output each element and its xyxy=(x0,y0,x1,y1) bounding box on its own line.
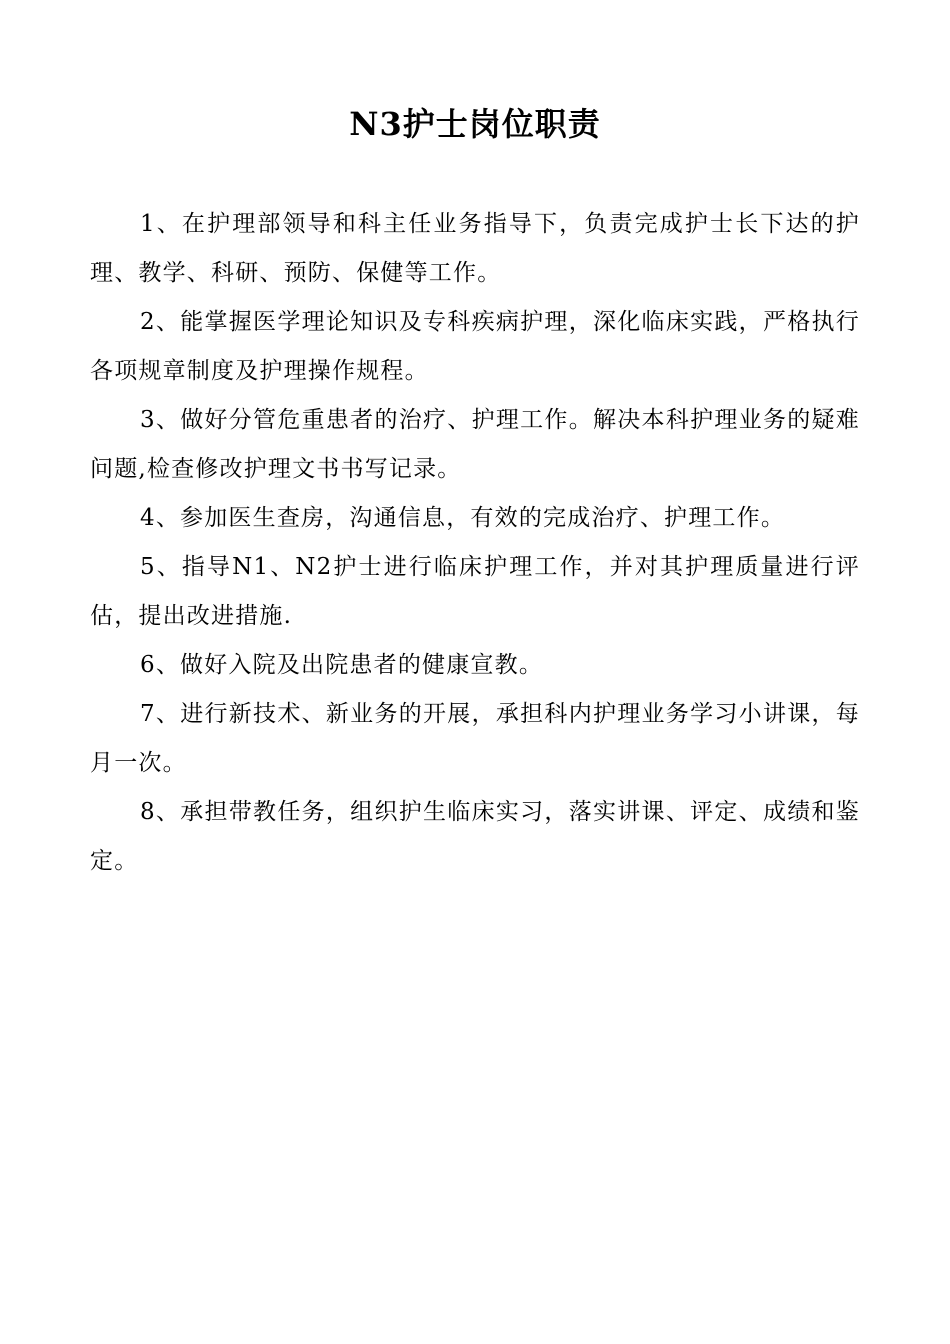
duty-list xyxy=(90,200,860,886)
duty-item-8: 8、承担带教任务，组织护生临床实习，落实讲课、评定、成绩和鉴定。 xyxy=(90,799,860,874)
duty-item-3: 3、做好分管危重患者的治疗、护理工作。解决本科护理业务的疑难问题,检查修改护理文书书写记录。 xyxy=(90,407,860,482)
duty-item-1: 1、在护理部领导和科主任业务指导下，负责完成护士长下达的护理、教学、科研、预防、保健等工作。 xyxy=(90,211,860,286)
duty-item-6: 6、做好入院及出院患者的健康宣教。 xyxy=(140,652,544,678)
duty-item-4: 4、参加医生查房，沟通信息，有效的完成治疗、护理工作。 xyxy=(140,505,786,531)
document-title: N3护士岗位职责 xyxy=(349,105,601,143)
duty-item-7: 7、进行新技术、新业务的开展，承担科内护理业务学习小讲课，每月一次。 xyxy=(90,701,860,776)
duty-item-2: 2、能掌握医学理论知识及专科疾病护理，深化临床实践，严格执行各项规章制度及护理操作规程。 xyxy=(90,309,860,384)
duty-item-5: 5、指导N1、N2护士进行临床护理工作，并对其护理质量进行评估，提出改进措施. xyxy=(90,554,860,629)
